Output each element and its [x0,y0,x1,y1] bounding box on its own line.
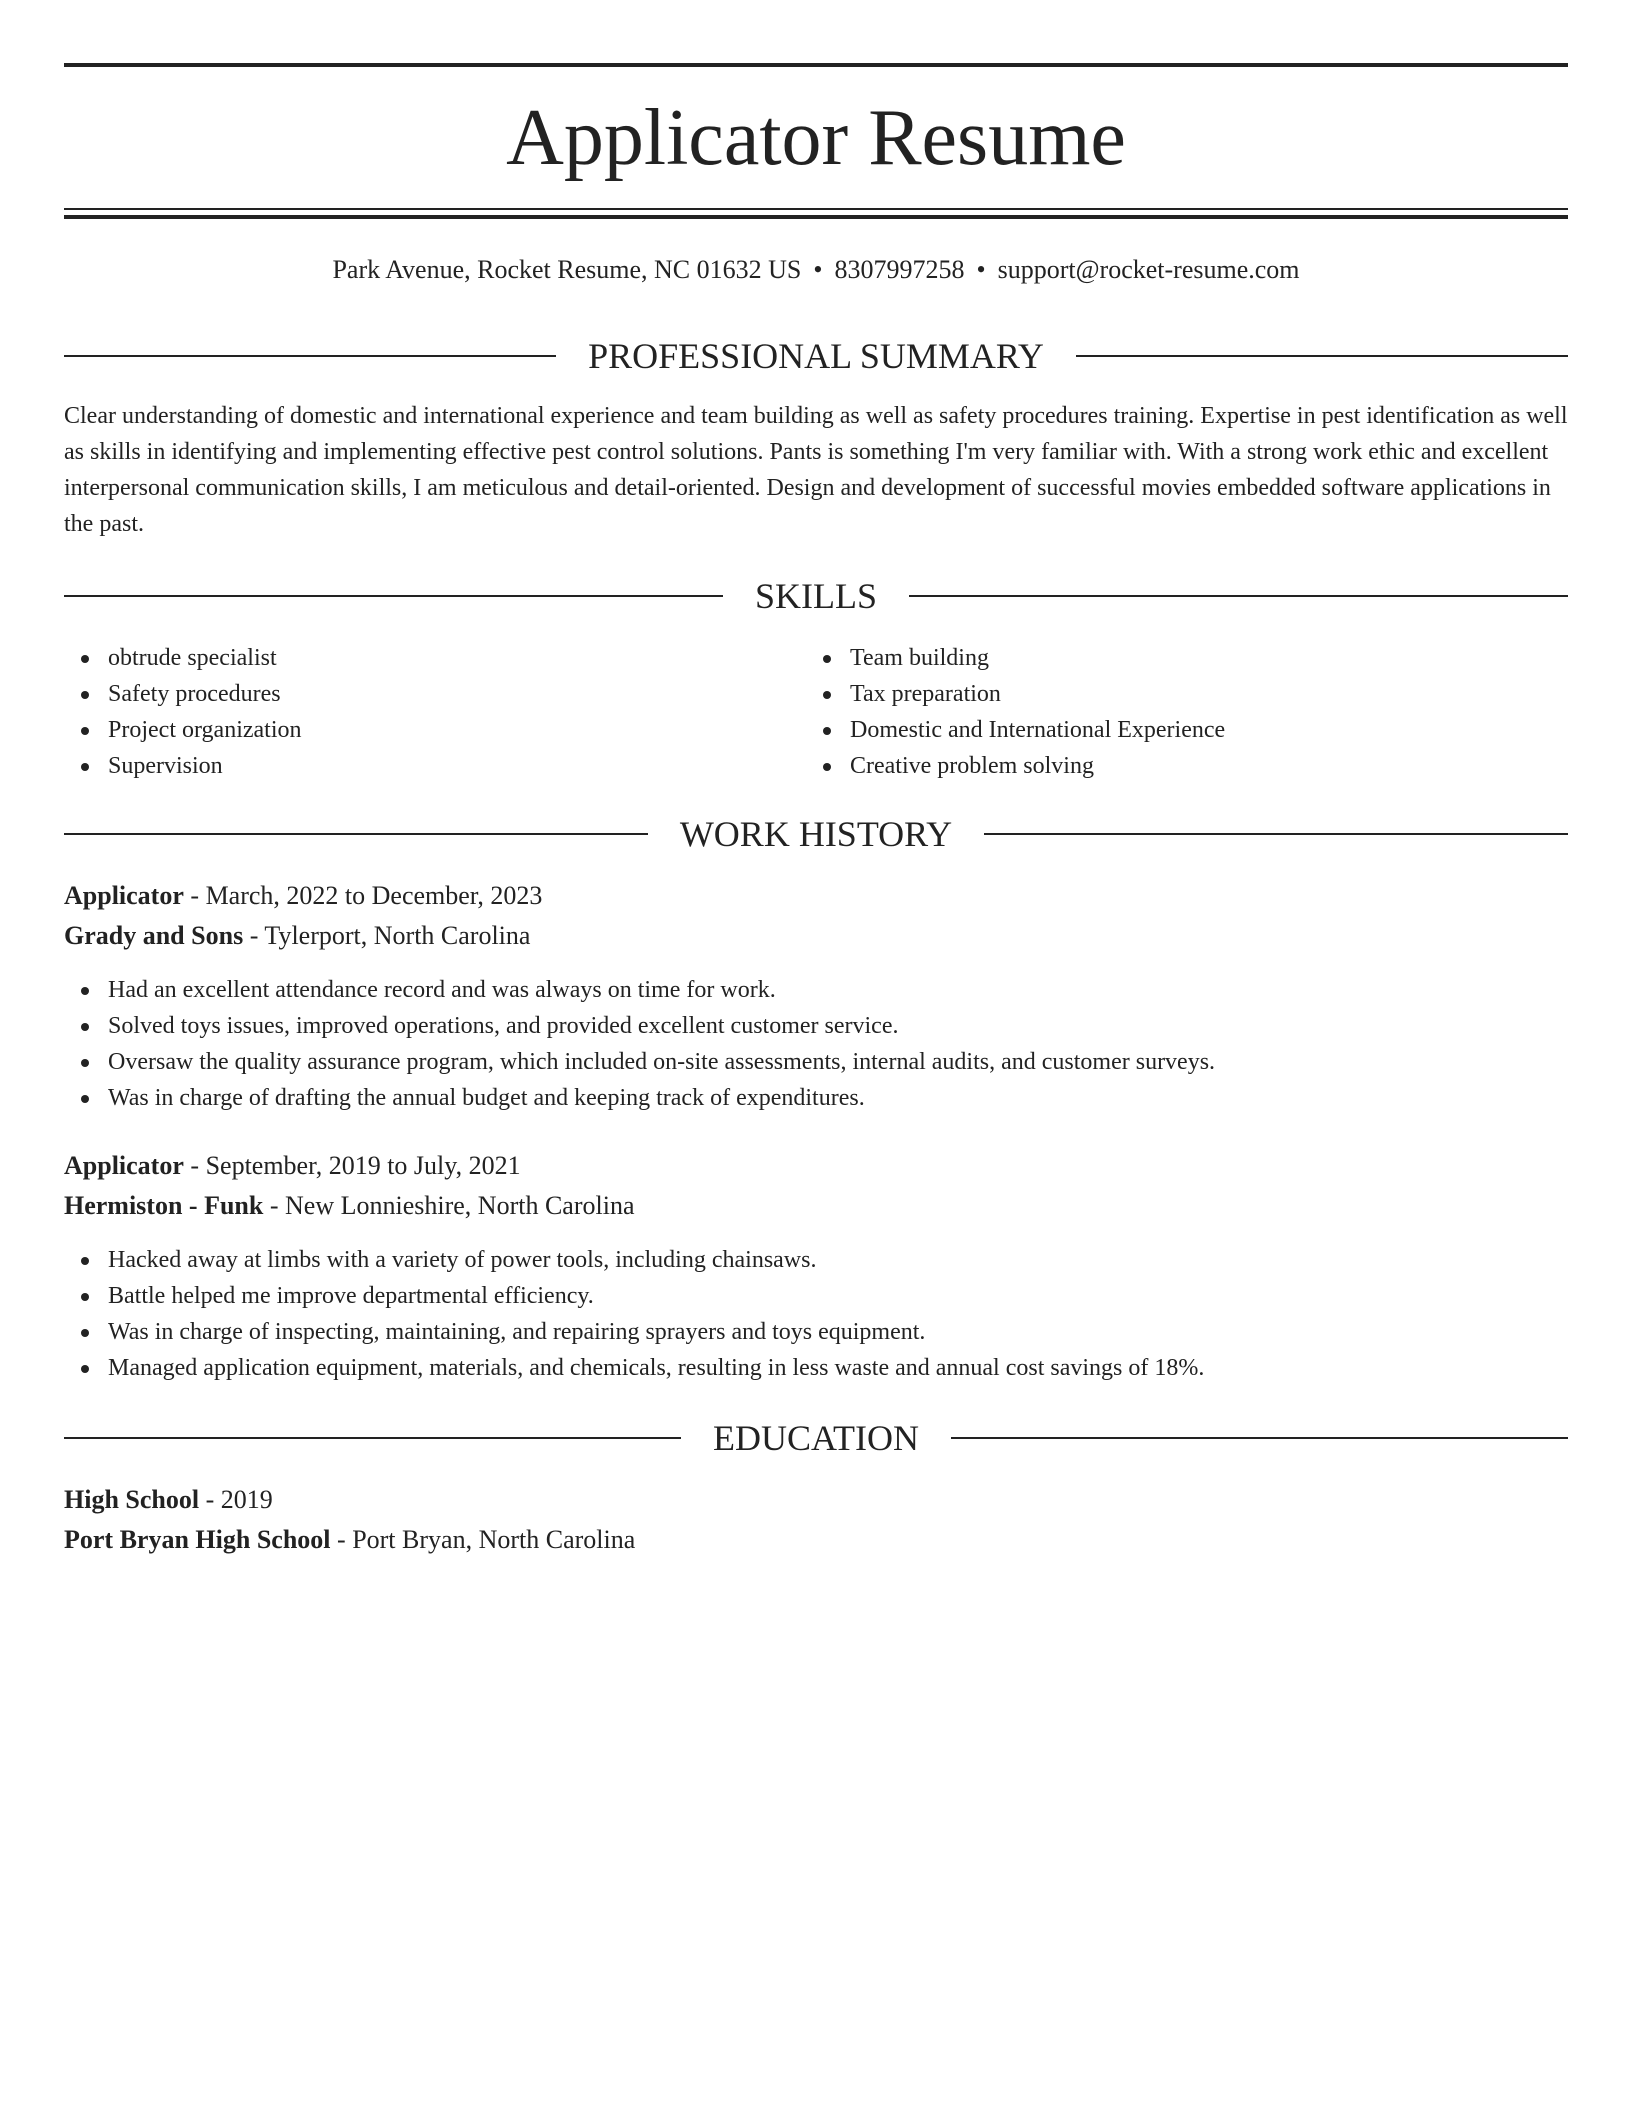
job-location: New Lonnieshire, North Carolina [285,1191,635,1220]
education-location: Port Bryan, North Carolina [352,1525,636,1554]
education-year: 2019 [220,1485,273,1514]
responsibility-item: Had an excellent attendance record and was always on time for work. [64,972,1568,1008]
contact-separator: • [813,255,823,284]
section-header-skills [64,572,1568,620]
skills-list [64,640,804,784]
divider [909,595,1568,597]
divider [984,833,1568,835]
job-title: Applicator [64,1151,184,1180]
dash: - [190,1151,200,1180]
education-school-line [64,1520,1568,1560]
divider [951,1437,1568,1439]
responsibility-item: Battle helped me improve departmental efficiency. [64,1278,1568,1314]
divider [1076,355,1568,357]
divider [64,595,723,597]
job-company: Hermiston - Funk [64,1191,264,1220]
divider [64,833,648,835]
skill-item: Creative problem solving [806,748,1546,784]
section-header-summary [64,332,1568,380]
contact-phone: 8307997258 [834,255,965,284]
section-title: EDUCATION [713,1418,919,1458]
responsibility-item: Was in charge of drafting the annual budget and keeping track of expenditures. [64,1080,1568,1116]
dash: - [249,921,259,950]
responsibility-item: Hacked away at limbs with a variety of power tools, including chainsaws. [64,1242,1568,1278]
responsibility-list [64,972,1568,1116]
skill-item: Project organization [64,712,804,748]
responsibility-item: Oversaw the quality assurance program, which included on-site assessments, internal audits, and customer surveys. [64,1044,1568,1080]
skill-item: Team building [806,640,1546,676]
summary-text: Clear understanding of domestic and international experience and team building as well as safety procedures training. Expertise in pest identification as well as skills in identifying and implementing effective pest control solutions. Pants is something I'm very familiar with. With a strong work ethic and excellent interpersonal communication skills, I am meticulous and detail-oriented. Design and development of successful movies embedded software applications in the past. [64,403,1568,537]
skills-column-left [64,640,804,784]
responsibility-list [64,1242,1568,1386]
job-title-line [64,876,1568,916]
skill-item: Supervision [64,748,804,784]
job-location: Tylerport, North Carolina [264,921,531,950]
skill-item: Tax preparation [806,676,1546,712]
section-header-education [64,1414,1568,1462]
skills-column-right [806,640,1546,784]
dash: - [205,1485,215,1514]
contact-line [64,252,1568,288]
skill-item: Domestic and International Experience [806,712,1546,748]
job-dates: March, 2022 to December, 2023 [205,881,543,910]
skill-item: obtrude specialist [64,640,804,676]
job-responsibilities [64,972,1568,1116]
responsibility-item: Managed application equipment, materials, and chemicals, resulting in less waste and annual cost savings of 18%. [64,1350,1568,1386]
section-title: PROFESSIONAL SUMMARY [588,336,1044,376]
responsibility-item: Solved toys issues, improved operations, and provided excellent customer service. [64,1008,1568,1044]
job-company-line [64,1186,1568,1226]
dash: - [337,1525,346,1554]
education-school: Port Bryan High School [64,1525,331,1554]
job-dates: September, 2019 to July, 2021 [205,1151,521,1180]
contact-separator: • [976,255,986,284]
section-header-work-history [64,810,1568,858]
education-degree-line [64,1480,1568,1520]
education-degree: High School [64,1485,200,1514]
title-rule-thin [64,208,1568,210]
dash: - [190,881,200,910]
skills-list [806,640,1546,784]
job-company-line [64,916,1568,956]
job-responsibilities [64,1242,1568,1386]
job-title-line [64,1146,1568,1186]
section-title: SKILLS [755,576,878,616]
dash: - [269,1191,279,1220]
contact-email: support@rocket-resume.com [997,255,1300,284]
top-rule [64,63,1568,67]
skill-item: Safety procedures [64,676,804,712]
divider [64,1437,681,1439]
section-title: WORK HISTORY [679,814,953,854]
job-title: Applicator [64,881,184,910]
job-company: Grady and Sons [64,921,244,950]
divider [64,355,556,357]
resume-title: Applicator Resume [506,94,1126,182]
contact-address: Park Avenue, Rocket Resume, NC 01632 US [332,255,802,284]
title-rule-thick [64,215,1568,219]
responsibility-item: Was in charge of inspecting, maintaining, and repairing sprayers and toys equipment. [64,1314,1568,1350]
